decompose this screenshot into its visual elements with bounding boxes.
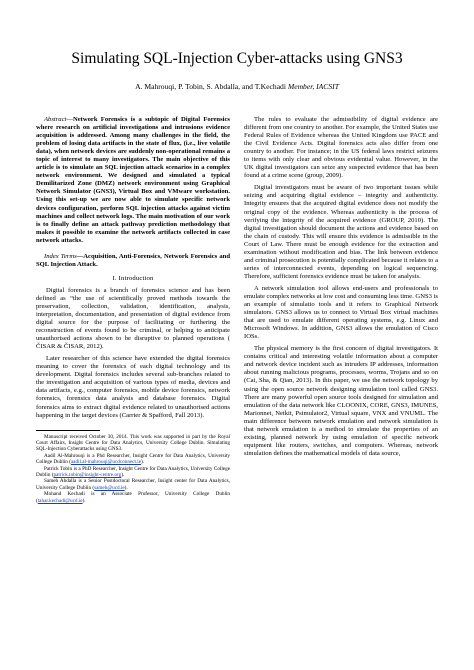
footnote-tail: ). — [124, 484, 128, 491]
footnote — [36, 466, 230, 479]
two-column-body — [36, 116, 438, 504]
footnote-text: Patrick Tobin is a PhD Researcher, Insight Centre for Data Analytics, University College Dublin ( — [36, 465, 230, 479]
body-paragraph: Digital forensics is a branch of forensics science and has been defined as “the use of scientifically proved methods towards the preservation, collection, validation, identification, analysis, interpretation, documentation, and presentation of digital evidence from digital source for the purpose of facilitating or furthering the reconstruction of events found to be criminal, or helping to anticipate unauthorised actions shown to be disruptive to planned operations ( ČISAR & ČISAR, 2012). — [36, 286, 230, 351]
footnote-text: Manuscript received October 30, 2014. This work was supported in part by the Royal Court Affairs, Insight Centre for Data Analytics, University College Dublin. Simulating SQL-Injection Cyberattacks using GNS3. — [36, 433, 230, 453]
email-link[interactable]: patrick.tobin@insight-centre.org — [53, 472, 122, 479]
abstract-text: Network Forensics is a subtopic of Digital Forensics where research on artificial investigations and intrusions evidence acquisition is addressed. Among many challenges in the field, the problem of losing data artifacts in the state of flux, (i.e., live volatile data), when network devices are suddenly non-operational remains a topic of interest to many investigators. The main objective of this article is to simulate an SQL injection attack scenarios in a complex network environment. We designed and simulated a typical Demilitarized Zone (DMZ) network environment using Graphical Network Simulator (GNS3), Virtual Box and VMware workstation. Using this set-up we are now able to simulate specific network devices configuration, perform SQL injection attacks against victim machines and collect network logs. The main motivation of our work is to finally define an attack pathway prediction methodology that makes it possible to examine the network artifacts collected in case network attacks. — [36, 116, 230, 244]
section-heading-introduction: I. Introduction — [112, 274, 154, 282]
index-terms — [36, 253, 230, 269]
abstract-dash: — — [66, 116, 73, 123]
footnote — [36, 453, 230, 466]
index-terms-label: Index Terms — [44, 252, 77, 260]
email-link[interactable]: aadil.al-mahrouqi@ucdconnect.ie — [70, 459, 142, 466]
footnote-divider — [36, 430, 100, 431]
body-paragraph: A network simulation tool allows end-users and professionals to emulate complex networks at low cost and consuming less time. GNS3 is an example of simulatio tools and it refers to Graphical Network simulators. GNS3 allows us to connect to Virtual Box virtual machines that are used to emulate different operating systems, e.g. Linux and Microsoft Windows. In addition, GNS3 allows the emulation of Cisco IOSs. — [244, 284, 438, 341]
abstract — [36, 116, 230, 245]
email-link[interactable]: sameh@ucd.ie — [94, 484, 125, 491]
footnote-text: Sameh Abdalla is a Senior Postdoctoral Researcher, Insight center for Data Analytics, University College Dublin ( — [36, 478, 230, 491]
author-membership: Member, IACSIT — [287, 82, 339, 91]
paper-title: Simulating SQL-Injection Cyber-attacks using GNS3 — [71, 50, 403, 67]
author-names: A. Mahrouqi, P. Tobin, S. Abdalla, and T.Kechadi — [135, 82, 286, 91]
footnote-tail: ). — [141, 459, 145, 466]
footnote-text: Mohand Kechadi is an Associate Professor, University College Dublin ( — [36, 491, 230, 504]
email-link[interactable]: tahar.kechadi@ucd.ie — [37, 497, 83, 504]
body-paragraph: The physical memory is the first concern of digital investigators. It contains critical and interesting volatile information about a computer and network device incident such as intruders IP addresses, information about running malicious programs, processes, worms, Trojans and so on (Cai, Sha, & Qian, 2013). In this paper, we use the network topology by using the open source network designing simulation tool called GNS3. There are many powerful open source tools designed for simulation and emulation of the data network like CLOONIX, CORE, GNS3, IMUNES, Marionnet, Netkit, Psimulator2, Virtual square, VNX and VNUML. The main difference between network emulation and network simulation is that network emulation is a method to simulate the properties of an existing, planned network by using emulation of specific network equipment like routers, switches, and computers. Whereas, network simulation defines the mathematical models of data source, — [244, 345, 438, 457]
body-paragraph: Later researcher of this science have extended the digital forensics meaning to cover the forensics of each digital technology and its development. Digital forensics includes several sub-branches related to the investigation and acquisition of various types of media, devices and data artifacts, e.g., computer forensics, mobile device forensics, network forensics, forensics data analysis and database forensics. Digital forensics aims to extract digital evidence related to unauthorised actions happening in the target devices (Carrier & Spafford, Fall 2013). — [36, 355, 230, 419]
footnote-text: Aadil Al-Mahrouqi is a Phd Researcher, Insight Centre for Data Analytics, University College Dublin ( — [36, 452, 230, 466]
author-line — [36, 82, 438, 92]
left-column — [36, 116, 230, 504]
footnote-tail: ). — [82, 497, 86, 504]
index-terms-dash: — — [76, 252, 84, 260]
footnote — [36, 434, 230, 453]
abstract-label: Abstract — [44, 116, 67, 123]
body-paragraph: The rules to evaluate the admissibility of digital evidence are different from one country to another. For example, the United States use Federal Rules of Evidence whereas the United Kingdom use PACE and the Civil Evidence Acts. Digital forensics acts also differ from one country to another. For instance; in the US federal laws restrict seizures to items with only clear and obvious evidential value. However, in the UK digital investigators can seize any suspected evidence that has been found at a crime scene (group, 2009). — [244, 116, 438, 180]
body-paragraph: Digital investigators must be aware of two important issues while seizing and acquiring digital evidence – integrity and authenticity. Integrity ensures that the acquired digital evidence does not modify the original copy of the evidence. Whereas authenticity is the process of verifying the integrity of the acquired evidence (GROUP, 2010). The digital investigation should document the actions and evidence based on the chain of custody. This will ensure this evidence is admissible in the Court of Law. There must be enough evidence for the extraction and examination without modification and bias. The link between evidence and criminal prosecution is potentially complicated because it relates to a series of interconnected events, depending on logical sequencing. Therefore, sufficient forensics evidence must be taken for analysis. — [244, 184, 438, 280]
right-column — [244, 116, 438, 504]
footnote — [36, 478, 230, 491]
footnote — [36, 491, 230, 504]
index-terms-text: Acquisition, Anti-Forensics, Network Forensics and SQL Injection Attack. — [36, 252, 230, 268]
footnote-tail: ). — [121, 472, 125, 479]
